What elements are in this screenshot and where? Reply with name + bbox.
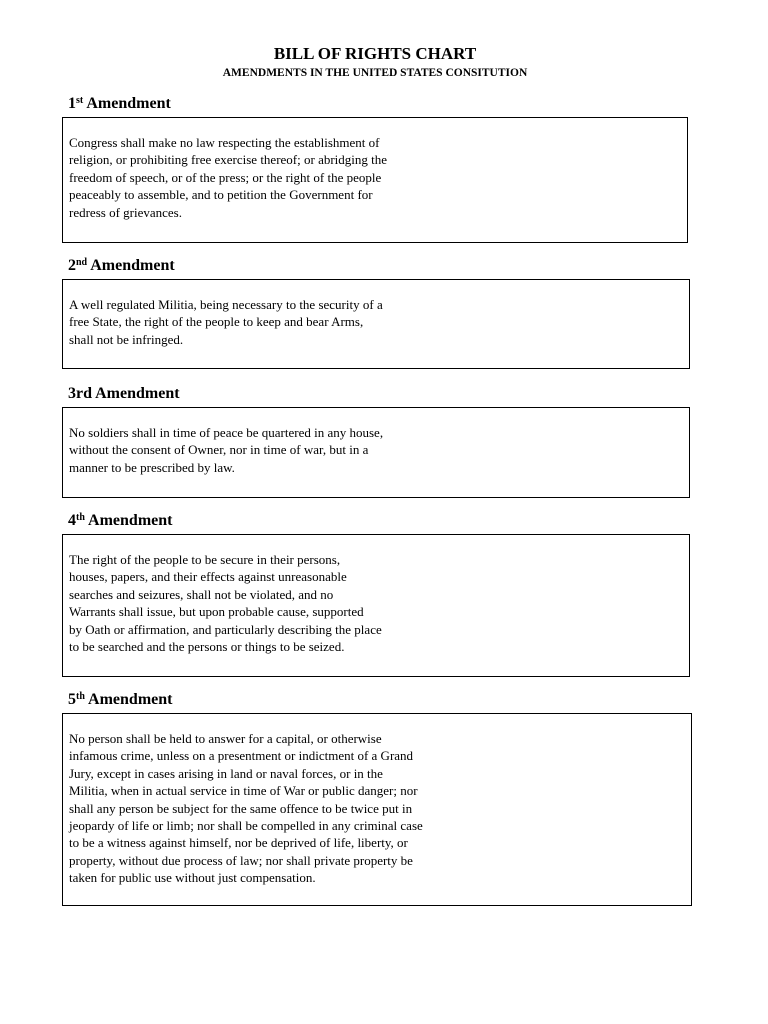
text-line: Congress shall make no law respecting the establishment of — [69, 135, 380, 150]
ordinal-suffix: th — [76, 512, 85, 523]
text-line: infamous crime, unless on a presentment or indictment of a Grand — [69, 748, 414, 764]
ordinal-suffix: th — [76, 691, 85, 702]
amendment-label: Amendment — [88, 512, 173, 529]
text-line: taken for public use without just compensation. — [69, 870, 316, 886]
text-line: free State, the right of the people to keep and bear Arms, — [69, 314, 364, 330]
text-line: to be searched and the persons or things to be seized. — [69, 639, 345, 655]
text-line: No person shall be held to answer for a capital, or otherwise — [69, 731, 382, 746]
amendment-text-box-3 — [62, 407, 690, 498]
text-line: to be a witness against himself, nor be deprived of life, liberty, or — [69, 835, 408, 851]
text-line: peaceably to assemble, and to petition the Government for — [69, 187, 373, 203]
text-line: property, without due process of law; nor shall private property be — [69, 852, 413, 868]
amendment-text-box-4 — [62, 534, 690, 677]
amendment-label: Amendment — [86, 95, 171, 112]
amendment-text-box-2 — [62, 279, 690, 369]
amendment-text-2 — [69, 296, 683, 348]
amendment-number: 4 — [68, 512, 76, 529]
text-line: Militia, when in actual service in time of War or public danger; nor — [69, 783, 418, 799]
amendment-heading-1 — [68, 94, 690, 114]
text-line: A well regulated Militia, being necessary to the security of a — [69, 297, 383, 312]
amendment-number: 2 — [68, 257, 76, 274]
amendment-number: 5 — [68, 691, 76, 708]
amendment-section-4 — [62, 511, 690, 677]
amendment-section-5 — [62, 690, 690, 906]
amendment-section-1 — [62, 94, 690, 243]
amendment-text-box-1 — [62, 117, 688, 243]
text-line: religion, or prohibiting free exercise thereof; or abridging the — [69, 152, 388, 168]
amendment-text-5 — [69, 730, 685, 887]
amendment-section-2 — [62, 256, 690, 369]
amendment-label: Amendment — [88, 691, 173, 708]
amendment-text-box-5 — [62, 713, 692, 906]
text-line: without the consent of Owner, nor in time of war, but in a — [69, 442, 369, 458]
page-title: BILL OF RIGHTS CHART — [273, 44, 477, 63]
amendment-heading-4 — [68, 511, 690, 531]
ordinal-suffix: st — [76, 95, 84, 106]
text-line: searches and seizures, shall not be violated, and no — [69, 586, 334, 602]
amendment-text-1 — [69, 134, 681, 221]
amendment-text-4 — [69, 551, 683, 655]
text-line: jeopardy of life or limb; nor shall be compelled in any criminal case — [69, 818, 423, 834]
ordinal-suffix: nd — [76, 257, 88, 268]
text-line: Jury, except in cases arising in land or naval forces, or in the — [69, 765, 383, 781]
text-line: houses, papers, and their effects against unreasonable — [69, 569, 347, 585]
amendment-heading-2 — [68, 256, 690, 276]
text-line: No soldiers shall in time of peace be quartered in any house, — [69, 425, 384, 440]
amendment-label: Amendment — [90, 257, 175, 274]
amendment-label: Amendment — [95, 385, 180, 402]
text-line: Warrants shall issue, but upon probable cause, supported — [69, 604, 364, 620]
text-line: shall any person be subject for the same offence to be twice put in — [69, 800, 413, 816]
page-subtitle: AMENDMENTS IN THE UNITED STATES CONSITUTION — [222, 67, 528, 79]
text-line: manner to be prescribed by law. — [69, 459, 235, 475]
text-line: The right of the people to be secure in their persons, — [69, 552, 341, 567]
amendment-heading-5 — [68, 690, 690, 710]
amendment-heading-3 — [68, 384, 690, 404]
amendment-text-3 — [69, 424, 683, 476]
text-line: shall not be infringed. — [69, 331, 184, 347]
amendment-section-3 — [62, 384, 690, 498]
amendment-number: 3rd — [68, 385, 92, 402]
amendment-number: 1 — [68, 95, 76, 112]
text-line: by Oath or affirmation, and particularly describing the place — [69, 621, 382, 637]
text-line: redress of grievances. — [69, 204, 182, 220]
text-line: freedom of speech, or of the press; or the right of the people — [69, 169, 382, 185]
